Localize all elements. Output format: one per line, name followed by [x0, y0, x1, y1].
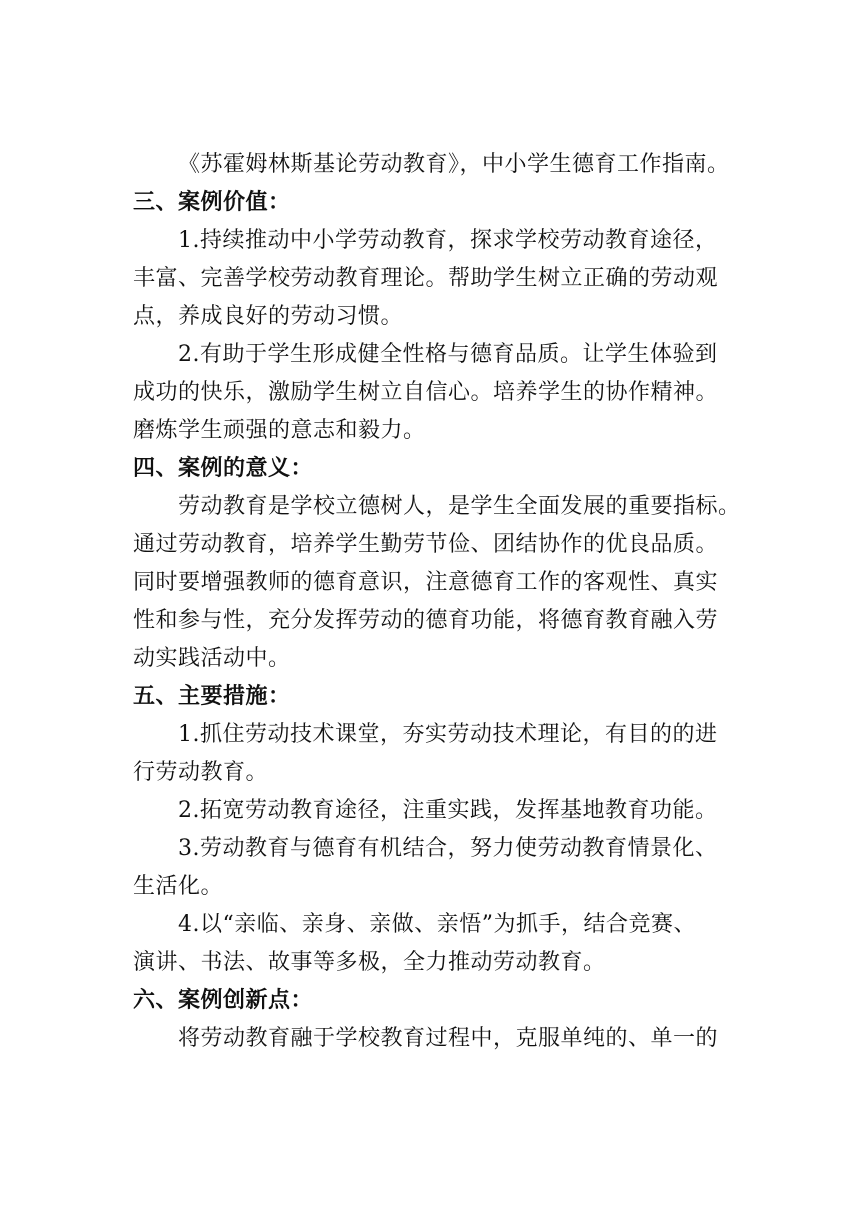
text-line: 通过劳动教育，培养学生勤劳节俭、团结协作的优良品质。	[133, 532, 719, 557]
text-line: 2.拓宽劳动教育途径，注重实践，发挥基地教育功能。	[178, 798, 718, 823]
section-heading: 五、主要措施：	[133, 684, 291, 709]
text-line: 演讲、书法、故事等多极，全力推动劳动教育。	[133, 950, 606, 975]
section-heading: 六、案例创新点：	[133, 988, 314, 1013]
text-line: 1.持续推动中小学劳动教育，探求学校劳动教育途径，	[178, 228, 718, 253]
text-line: 2.有助于学生形成健全性格与德育品质。让学生体验到	[178, 342, 718, 367]
section-heading: 四、案例的意义：	[133, 456, 314, 481]
text-line: 4.以“亲临、亲身、亲做、亲悟”为抓手，结合竞赛、	[178, 912, 696, 937]
text-line: 《苏霍姆林斯基论劳动教育》，中小学生德育工作指南。	[178, 152, 730, 177]
text-line: 动实践活动中。	[133, 646, 291, 671]
text-line: 成功的快乐，激励学生树立自信心。培养学生的协作精神。	[133, 380, 719, 405]
text-line: 将劳动教育融于学校教育过程中，克服单纯的、单一的	[178, 1026, 719, 1051]
text-line: 磨炼学生顽强的意志和毅力。	[133, 418, 426, 443]
text-line: 丰富、完善学校劳动教育理论。帮助学生树立正确的劳动观	[133, 266, 719, 291]
text-line: 行劳动教育。	[133, 760, 269, 785]
text-line: 劳动教育是学校立德树人，是学生全面发展的重要指标。	[178, 494, 741, 519]
text-line: 生活化。	[133, 874, 224, 899]
text-line: 性和参与性，充分发挥劳动的德育功能，将德育教育融入劳	[133, 608, 719, 633]
text-line: 同时要增强教师的德育意识，注意德育工作的客观性、真实	[133, 570, 719, 595]
text-line: 3.劳动教育与德育有机结合，努力使劳动教育情景化、	[178, 836, 718, 861]
text-line: 点，养成良好的劳动习惯。	[133, 304, 404, 329]
section-heading: 三、案例价值：	[133, 190, 291, 215]
text-line: 1.抓住劳动技术课堂，夯实劳动技术理论，有目的的进	[178, 722, 718, 747]
